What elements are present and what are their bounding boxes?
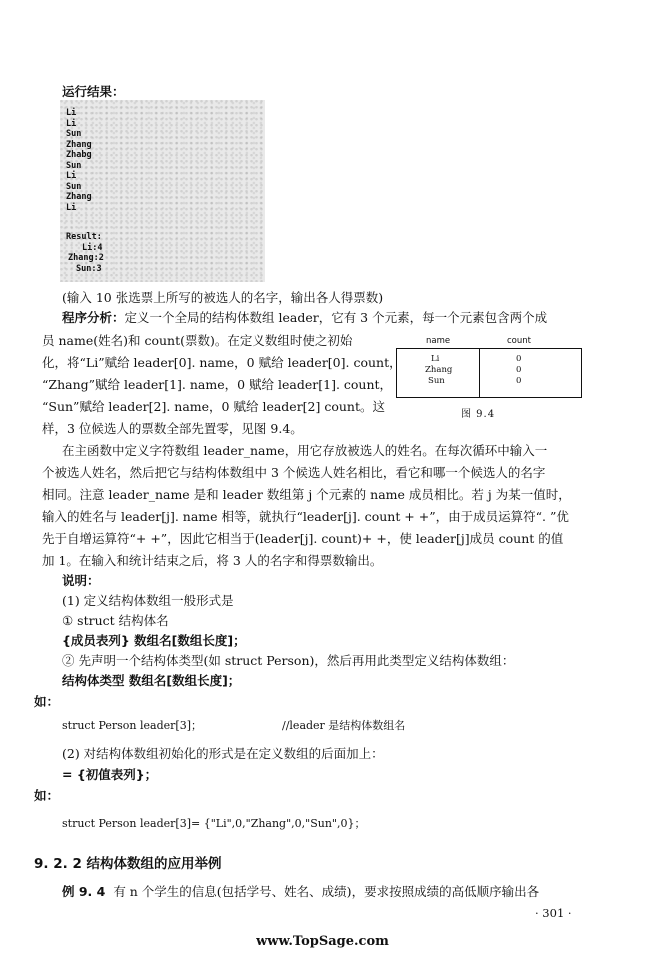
console-line: Li bbox=[66, 202, 77, 213]
example-marker: 如： bbox=[34, 694, 60, 709]
console-line: Li bbox=[66, 118, 77, 129]
console-result: Sun:3 bbox=[76, 263, 102, 274]
table-header-name: name bbox=[426, 336, 451, 346]
main-para-line: 相同。注意 leader_name 是和 leader 数组第 j 个元素的 name 成员相比。若 j 为某一值时， bbox=[42, 487, 571, 502]
figure-9-4-table bbox=[396, 334, 581, 398]
console-line: Zhabg bbox=[66, 150, 92, 160]
code-comment: //leader 是结构体数组名 bbox=[282, 719, 406, 732]
table-cell-count: 0 bbox=[516, 376, 522, 386]
table-box bbox=[396, 348, 582, 398]
console-line: Li bbox=[66, 171, 77, 181]
table-cell-count: 0 bbox=[516, 354, 522, 364]
analysis-line: 化，将“Li”赋给 leader[0]. name，0 赋给 leader[0]. count， bbox=[42, 355, 402, 370]
table-cell-count: 0 bbox=[516, 365, 522, 375]
main-para-line: 输入的姓名与 leader[j]. name 相等，就执行“leader[j]. count + +”，由于成员运算符“. ”优 bbox=[42, 509, 569, 524]
explain-label: 说明： bbox=[62, 573, 100, 588]
analysis-line: “Zhang”赋给 leader[1]. name，0 赋给 leader[1]. count， bbox=[42, 377, 393, 392]
console-line: Li bbox=[66, 108, 77, 118]
explain-item: ② 先声明一个结构体类型(如 struct Person)，然后再用此类型定义结构体数组： bbox=[62, 653, 515, 668]
input-note: (输入 10 张选票上所写的被选人的名字，输出各人得票数) bbox=[62, 290, 384, 305]
analysis-line: 样，3 位候选人的票数全部先置零，见图 9.4。 bbox=[42, 421, 303, 436]
explain-item: (2) 对结构体数组初始化的形式是在定义数组的后面加上： bbox=[62, 746, 384, 761]
example-text: 有 n 个学生的信息(包括学号、姓名、成绩)，要求按照成绩的高低顺序输出各 bbox=[113, 884, 540, 899]
analysis-label: 程序分析： bbox=[62, 310, 125, 325]
example-label: 例 9. 4 bbox=[62, 884, 106, 899]
table-divider bbox=[479, 349, 480, 397]
console-line: Zhang bbox=[66, 192, 92, 202]
run-result-heading: 运行结果： bbox=[62, 84, 125, 99]
page-number: · 301 · bbox=[535, 906, 572, 920]
example-marker: 如： bbox=[34, 788, 60, 803]
code-line: struct Person leader[3]； bbox=[62, 719, 202, 732]
explain-item: ① struct 结构体名 bbox=[62, 613, 169, 628]
console-line: Sun bbox=[66, 129, 82, 139]
explain-item: = {初值表列}； bbox=[62, 767, 158, 782]
table-header-count: count bbox=[507, 336, 531, 346]
console-output-image bbox=[60, 100, 265, 282]
analysis-line: “Sun”赋给 leader[2]. name，0 赋给 leader[2] count。这 bbox=[42, 399, 385, 414]
main-para-line: 先于自增运算符“+ +”，因此它相当于(leader[j]. count)+ +，使 leader[j]成员 count 的值 bbox=[42, 531, 564, 546]
console-line: Sun bbox=[66, 160, 82, 171]
footer-url: www.TopSage.com bbox=[256, 934, 389, 949]
example-line bbox=[62, 884, 539, 900]
analysis-line: 员 name(姓名)和 count(票数)。在定义数组时使之初始 bbox=[42, 333, 353, 348]
table-cell-name: Sun bbox=[428, 376, 445, 386]
section-title: 9. 2. 2 结构体数组的应用举例 bbox=[34, 856, 222, 872]
console-result: Zhang:2 bbox=[68, 253, 104, 263]
analysis-line bbox=[62, 310, 547, 326]
main-para-line: 个被选人姓名，然后把它与结构体数组中 3 个候选人姓名相比，看它和哪一个候选人的名字 bbox=[42, 465, 546, 480]
explain-item: 结构体类型 数组名[数组长度]； bbox=[62, 673, 241, 688]
figure-caption: 图 9.4 bbox=[461, 409, 496, 420]
table-cell-name: Zhang bbox=[425, 365, 453, 375]
console-line: Sun bbox=[66, 181, 82, 192]
main-para-line: 在主函数中定义字符数组 leader_name，用它存放被选人的姓名。在每次循环中输入一 bbox=[62, 443, 548, 458]
table-cell-name: Li bbox=[431, 354, 440, 364]
console-line: Zhang bbox=[66, 139, 92, 150]
explain-item: {成员表列} 数组名[数组长度]； bbox=[62, 633, 246, 648]
explain-item: (1) 定义结构体数组一般形式是 bbox=[62, 593, 234, 608]
analysis-text: 定义一个全局的结构体数组 leader，它有 3 个元素，每一个元素包含两个成 bbox=[124, 310, 548, 325]
code-line: struct Person leader[3]= {"Li",0,"Zhang",0,"Sun",0}； bbox=[62, 817, 366, 830]
main-para-line: 加 1。在输入和统计结束之后，将 3 人的名字和得票数输出。 bbox=[42, 553, 383, 568]
console-result-label: Result: bbox=[66, 232, 102, 242]
console-result: Li:4 bbox=[82, 242, 103, 253]
